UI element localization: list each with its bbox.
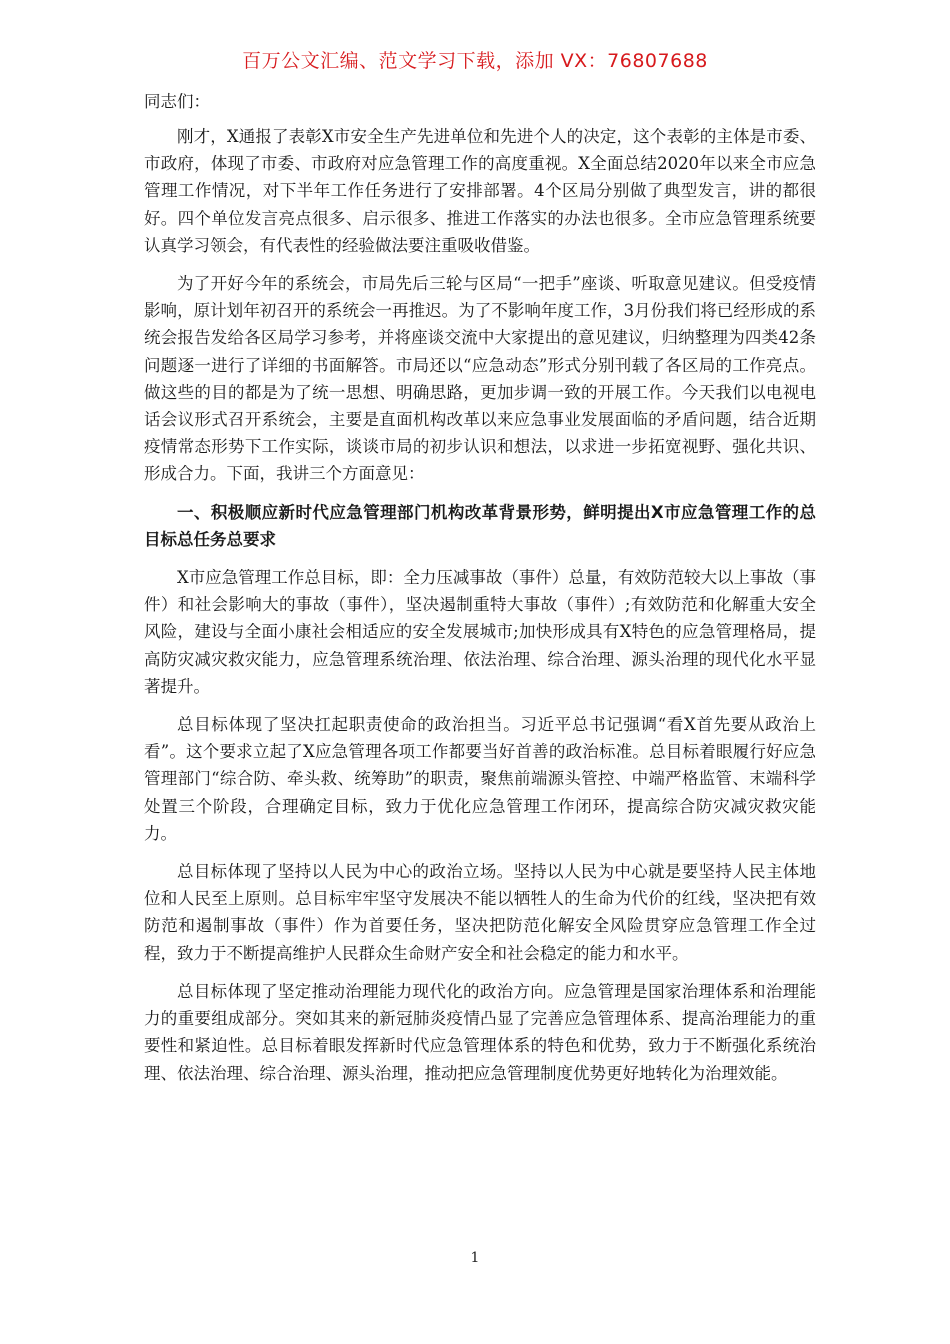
section-heading-1: 一、积极顺应新时代应急管理部门机构改革背景形势，鲜明提出X市应急管理工作的总目标总任务总要求 — [144, 502, 816, 549]
paragraph-goal-people-centered: 总目标体现了坚持以人民为中心的政治立场。坚持以人民为中心就是要坚持人民主体地位和人民至上原则。总目标牢牢坚守发展决不能以牺牲人的生命为代价的红线，坚决把有效防范和遏制事故（事件）作为首要任务，坚决把防范化解安全风险贯穿应急管理工作全过程，致力于不断提高维护人民群众生命财产安全和社会稳定的能力和水平。 — [144, 862, 816, 963]
salutation: 同志们： — [144, 92, 210, 111]
page-number: 1 — [470, 1250, 480, 1266]
document-body — [144, 88, 816, 1098]
paragraph-goal-modernization: 总目标体现了坚定推动治理能力现代化的政治方向。应急管理是国家治理体系和治理能力的重要组成部分。突如其来的新冠肺炎疫情凸显了完善应急管理体系、提高治理能力的重要性和紧迫性。总目标着眼发挥新时代应急管理体系的特色和优势，致力于不断强化系统治理、依法治理、综合治理、源头治理，推动把应急管理制度优势更好地转化为治理效能。 — [144, 981, 816, 1083]
paragraph-goal-political-responsibility: 总目标体现了坚决扛起职责使命的政治担当。习近平总书记强调“看X首先要从政治上看”。这个要求立起了X应急管理各项工作都要当好首善的政治标准。总目标着眼履行好应急管理部门“综合防、牵头救、统筹助”的职责，聚焦前端源头管控、中端严格监管、末端科学处置三个阶段，合理确定目标，致力于优化应急管理工作闭环，提高综合防灾减灾救灾能力。 — [144, 715, 816, 843]
paragraph-intro-2: 为了开好今年的系统会，市局先后三轮与区局“一把手”座谈、听取意见建议。但受疫情影响，原计划年初召开的系统会一再推迟。为了不影响年度工作，3月份我们将已经形成的系统会报告发给各区局学习参考，并将座谈交流中大家提出的意见建议，归纳整理为四类42条问题逐一进行了详细的书面解答。市局还以“应急动态”形式分别刊载了各区局的工作亮点。做这些的目的都是为了统一思想、明确思路，更加步调一致的开展工作。今天我们以电视电话会议形式召开系统会，主要是直面机构改革以来应急事业发展面临的矛盾问题，结合近期疫情常态形势下工作实际，谈谈市局的初步认识和想法，以求进一步拓宽视野、强化共识、形成合力。下面，我讲三个方面意见： — [144, 274, 816, 484]
paragraph-intro-1: 刚才，X通报了表彰X市安全生产先进单位和先进个人的决定，这个表彰的主体是市委、市政府，体现了市委、市政府对应急管理工作的高度重视。X全面总结2020年以来全市应急管理工作情况，对下半年工作任务进行了安排部署。4个区局分别做了典型发言，讲的都很好。四个单位发言亮点很多、启示很多、推进工作落实的办法也很多。全市应急管理系统要认真学习领会，有代表性的经验做法要注重吸收借鉴。 — [144, 127, 816, 255]
header-banner: 百万公文汇编、范文学习下载，添加 VX：76807688 — [242, 50, 708, 72]
paragraph-goal-definition: X市应急管理工作总目标，即：全力压减事故（事件）总量，有效防范较大以上事故（事件）和社会影响大的事故（事件），坚决遏制重特大事故（事件）;有效防范和化解重大安全风险，建设与全面小康社会相适应的安全发展城市;加快形成具有X特色的应急管理格局，提高防灾减灾救灾能力，应急管理系统治理、依法治理、综合治理、源头治理的现代化水平显著提升。 — [144, 568, 816, 696]
